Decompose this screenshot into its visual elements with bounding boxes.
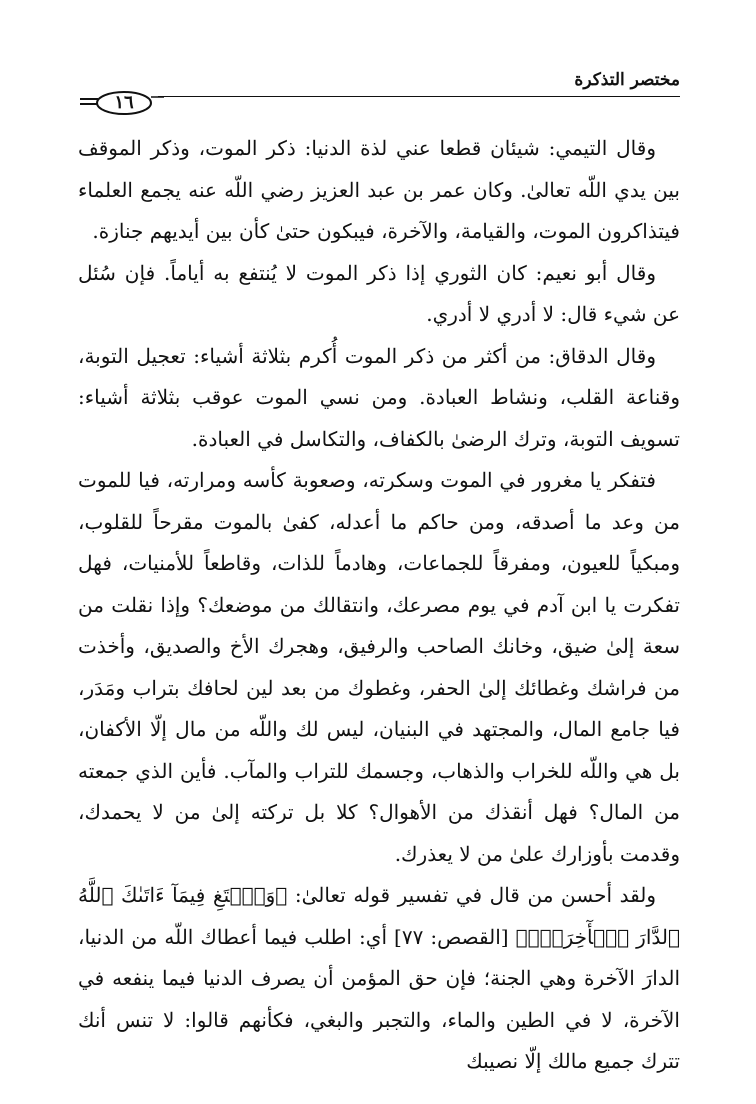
page-header	[80, 70, 680, 118]
paragraph: وقال أبو نعيم: كان الثوري إذا ذكر الموت لا يُنتفع به أياماً. فإن سُئل عن شيء قال: لا أدري لا أدري.	[78, 260, 680, 326]
page-number: ١٦	[114, 92, 134, 113]
paragraph: وقال الدقاق: من أكثر من ذكر الموت أُكرم بثلاثة أشياء: تعجيل التوبة، وقناعة القلب، ونشاط العبادة. ومن نسي الموت عوقب بثلاثة أشياء: تسويف التوبة، وترك الرضىٰ بالكفاف، والتكاسل في العبادة.	[78, 343, 680, 451]
paragraph: فتفكر يا مغرور في الموت وسكرته، وصعوبة كأسه ومرارته، فيا للموت من وعد ما أصدقه، ومن حاكم ما أعدله، كفىٰ بالموت مقرحاً للقلوب، ومبكياً للعيون، ومفرقاً للجماعات، وهادماً للذات، وقاطعاً للأمنيات، فهل تفكرت يا ابن آدم في يوم مصرعك، وانتقالك من موضعك؟ وإذا نقلت من سعة إلىٰ ضيق، وخانك الصاحب والرفيق، وهجرك الأخ والصديق، وأخذت من فراشك وغطائك إلىٰ الحفر، وغطوك من بعد لين لحافك بتراب ومَدَر، فيا جامع المال، والمجتهد في البنيان، ليس لك واللّه من مال إلّا الأكفان، بل هي واللّه للخراب والذهاب، وجسمك للتراب والمآب. فأين الذي جمعته من المال؟ فهل أنقذك من الأهوال؟ كلا بل تركته إلىٰ من لا يحمدك، وقدمت بأوزارك علىٰ من لا يعذرك.	[78, 468, 680, 866]
paragraph: ولقد أحسن من قال في تفسير قوله تعالىٰ: ﴿وَٱبۡتَغِ فِيمَآ ءَاتَىٰكَ ٱللَّهُ ٱلدَّارَ ٱلۡأٓخِرَةَۖ﴾ [القصص: ٧٧] أي: اطلب فيما أعطاك اللّه من الدنيا، الدارَ الآخرة وهي الجنة؛ فإن حق المؤمن أن يصرف الدنيا فيما ينفعه في الآخرة، لا في الطين والماء، والتجبر والبغي، فكأنهم قالوا: لا تنس أنك تترك جميع مالك إلّا نصيبك	[78, 883, 680, 1073]
body-text	[78, 128, 680, 1083]
paragraph: وقال التيمي: شيئان قطعا عني لذة الدنيا: ذكر الموت، وذكر الموقف بين يدي اللّه تعالىٰ. وكان عمر بن عبد العزيز رضي اللّه عنه يجمع العلماء فيتذاكرون الموت، والقيامة، والآخرة، فيبكون حتىٰ كأن بين أيديهم جنازة.	[78, 136, 680, 243]
running-title: مختصر التذكرة	[574, 70, 680, 90]
page-number-badge	[80, 90, 164, 116]
header-rule	[158, 96, 680, 97]
